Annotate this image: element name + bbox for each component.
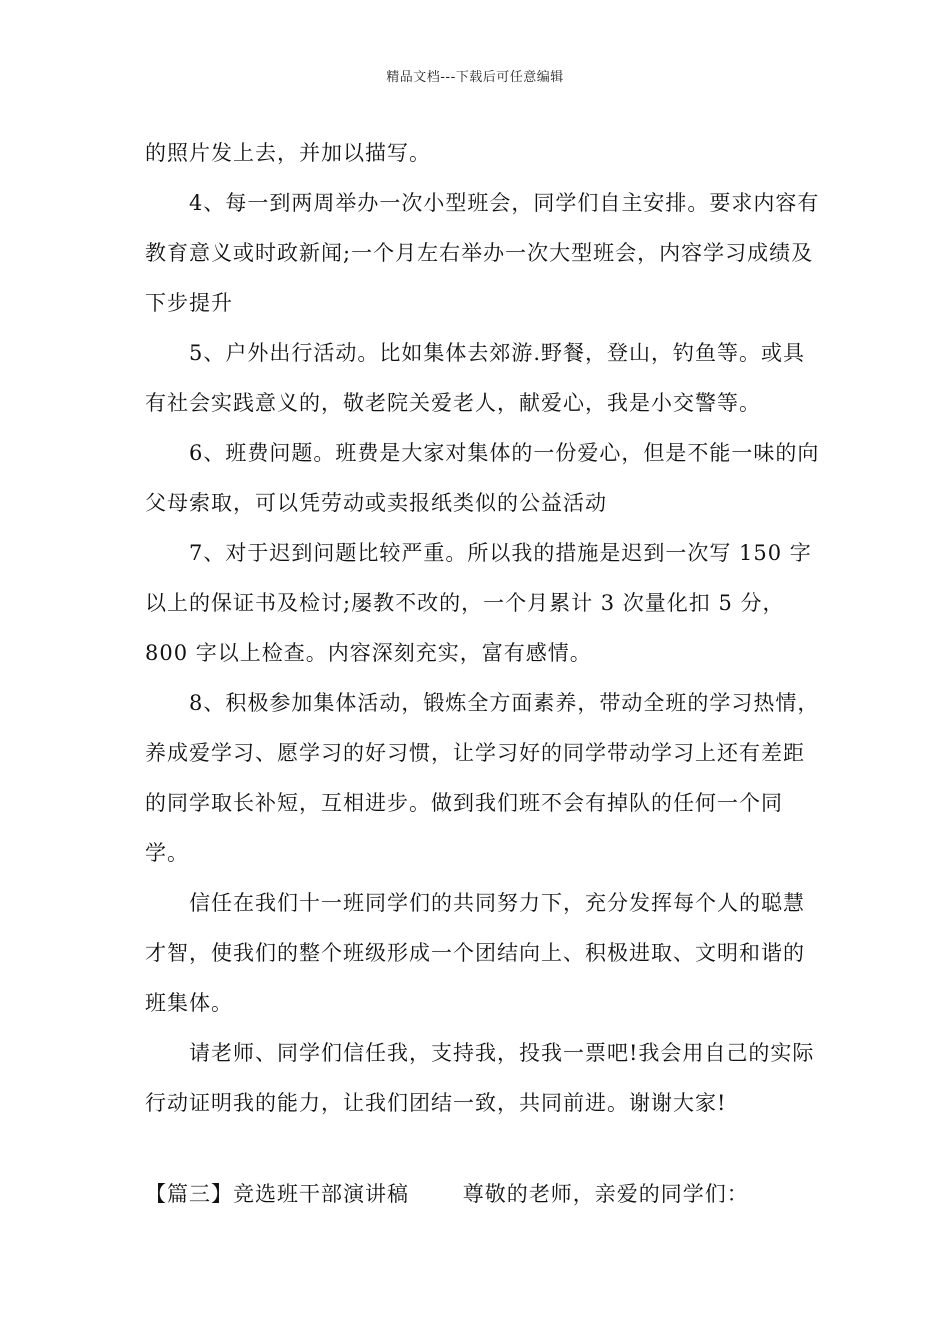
section-salutation: 尊敬的老师，亲爱的同学们： [462, 1182, 749, 1206]
paragraph-item-8: 8、积极参加集体活动，锻炼全方面素养，带动全班的学习热情，养成爱学习、愿学习的好习惯，让学习好的同学带动学习上还有差距的同学取长补短，互相进步。做到我们班不会有掉队的任何一个同学。 [145, 691, 820, 865]
section-heading-line [145, 1169, 825, 1219]
paragraph-trust: 信任在我们十一班同学们的共同努力下，充分发挥每个人的聪慧才智，使我们的整个班级形成一个团结向上、积极进取、文明和谐的班集体。 [145, 891, 805, 1015]
paragraph-photo-continuation: 的照片发上去，并加以描写。 [145, 141, 431, 165]
page-header: 精品文档---下载后可任意编辑 [386, 70, 564, 85]
section-title: 【篇三】竞选班干部演讲稿 [145, 1182, 409, 1206]
paragraph-item-6: 6、班费问题。班费是大家对集体的一份爱心，但是不能一味的向父母索取，可以凭劳动或卖报纸类似的公益活动 [145, 441, 820, 515]
paragraph-closing: 请老师、同学们信任我，支持我，投我一票吧!我会用自己的实际行动证明我的能力，让我们团结一致，共同前进。谢谢大家! [145, 1041, 815, 1115]
paragraph-item-5: 5、户外出行活动。比如集体去郊游.野餐，登山，钓鱼等。或具有社会实践意义的，敬老院关爱老人，献爱心，我是小交警等。 [145, 341, 806, 415]
paragraph-item-7: 7、对于迟到问题比较严重。所以我的措施是迟到一次写 150 字以上的保证书及检讨;屡教不改的，一个月累计 3 次量化扣 5 分，800 字以上检查。内容深刻充实，富有感情。 [145, 541, 812, 665]
document-body [145, 128, 825, 1128]
paragraph-item-4: 4、每一到两周举办一次小型班会，同学们自主安排。要求内容有教育意义或时政新闻;一个月左右举办一次大型班会，内容学习成绩及下步提升 [145, 191, 820, 315]
